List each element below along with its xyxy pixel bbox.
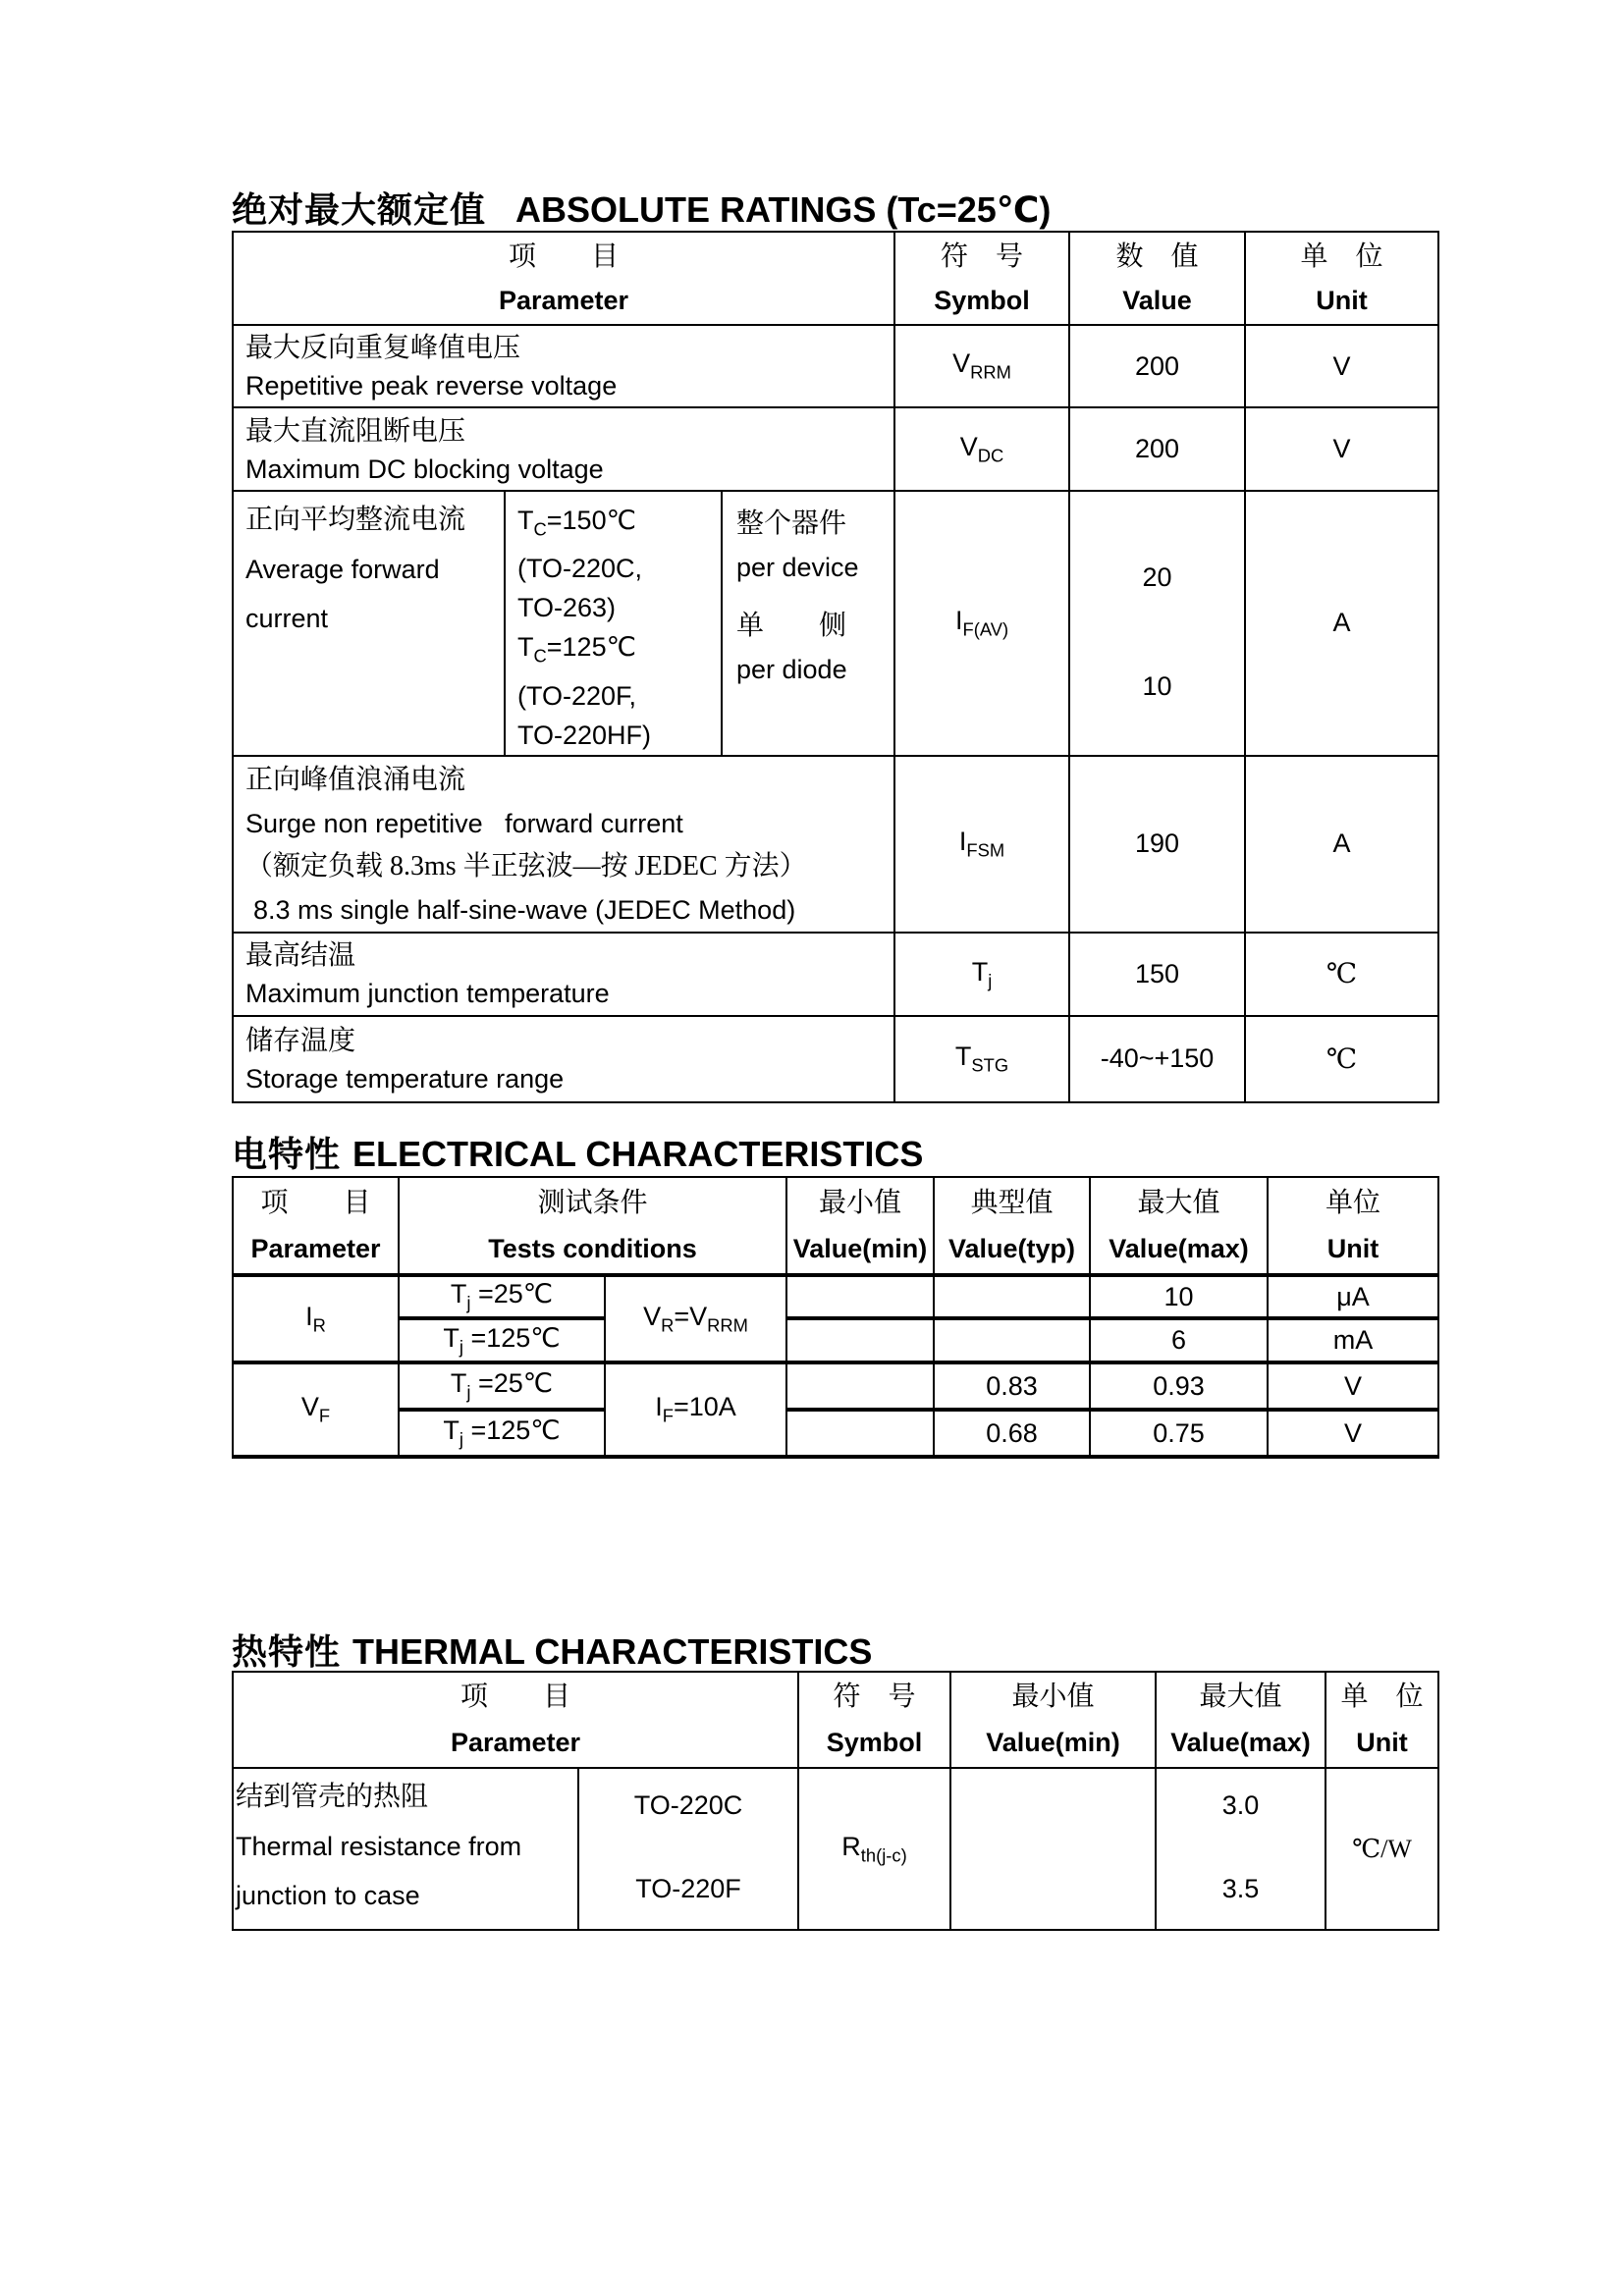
tstg-parameter: 储存温度 Storage temperature range (233, 1016, 894, 1102)
abs-header-value: 数 值 Value (1069, 232, 1245, 325)
vf-125-unit: V (1268, 1410, 1438, 1457)
abs-row-tj (233, 933, 1438, 1016)
vf-125-temp: $T_j$ =125℃ (399, 1410, 605, 1457)
vf-25-temp: $T_j$ =25℃ (399, 1362, 605, 1410)
rth-symbol: $R_{th(j-c)}$ (798, 1768, 950, 1930)
elec-header-unit: 单位 Unit (1268, 1177, 1438, 1275)
abs-header-symbol: 符 号 Symbol (894, 232, 1069, 325)
absolute-ratings-title-condition: (Tc=25℃) (886, 189, 1052, 230)
thermal-header-symbol: 符 号 Symbol (798, 1672, 950, 1768)
thermal-header-parameter: 项 目 Parameter (233, 1672, 798, 1768)
rth-value-max-to220f: 3.5 (1221, 1874, 1260, 1903)
tstg-value: -40~+150 (1069, 1016, 1245, 1102)
thermal-characteristics-title (232, 1625, 872, 1675)
rth-values-max (1156, 1768, 1325, 1930)
abs-row-vdc (233, 407, 1438, 491)
elec-header-parameter: 项 目 Parameter (233, 1177, 399, 1275)
thermal-row-rth (233, 1768, 1438, 1930)
vf-25-unit: V (1268, 1362, 1438, 1410)
elec-header-row (233, 1177, 1438, 1275)
ifsm-parameter: 正向峰值浪涌电流 Surge non repetitive forward current （额定负载 8.3ms 半正弦波—按 JEDEC 方法） 8.3 ms single half-sine-wave (JEDEC Method) (233, 756, 894, 933)
ir-25-value-typ (934, 1275, 1090, 1318)
elec-row-vf-125 (233, 1410, 1438, 1457)
vdc-symbol: $V_{DC}$ (894, 407, 1069, 491)
tstg-unit: ℃ (1245, 1016, 1438, 1102)
ir-test-condition: $V_R=V_{RRM}$ (605, 1275, 786, 1362)
rth-packages (578, 1768, 798, 1930)
elec-row-ir-25 (233, 1275, 1438, 1318)
rth-package-to220c: TO-220C (633, 1790, 743, 1820)
vf-test-condition: $I_F=10A$ (605, 1362, 786, 1457)
tj-symbol: $T_j$ (894, 933, 1069, 1016)
ir-125-value-min (786, 1318, 934, 1362)
ifsm-value: 190 (1069, 756, 1245, 933)
vf-25-value-typ: 0.83 (934, 1362, 1090, 1410)
abs-row-ifsm (233, 756, 1438, 933)
ifav-value-diode: 10 (1142, 670, 1172, 701)
abs-header-row (233, 232, 1438, 325)
electrical-title-zh: 电特性 (232, 1134, 342, 1174)
thermal-header-row (233, 1672, 1438, 1768)
vrrm-value: 200 (1069, 325, 1245, 407)
ifav-scope (722, 491, 894, 756)
rth-unit: ℃/W (1325, 1768, 1438, 1930)
thermal-header-value-min: 最小值 Value(min) (950, 1672, 1156, 1768)
electrical-title-en: ELECTRICAL CHARACTERISTICS (352, 1134, 924, 1174)
vrrm-symbol: $V_{RRM}$ (894, 325, 1069, 407)
absolute-ratings-title-en: ABSOLUTE RATINGS (515, 189, 877, 230)
elec-header-value-max: 最大值 Value(max) (1090, 1177, 1268, 1275)
abs-row-vrrm (233, 325, 1438, 407)
thermal-header-value-max: 最大值 Value(max) (1156, 1672, 1325, 1768)
rth-value-min (950, 1768, 1156, 1930)
vf-125-value-min (786, 1410, 934, 1457)
rth-package-to220f: TO-220F (635, 1874, 741, 1903)
ifav-scope-device: 整个器件 per device (736, 508, 859, 582)
thermal-title-en: THERMAL CHARACTERISTICS (352, 1631, 873, 1672)
ir-125-value-typ (934, 1318, 1090, 1362)
vf-125-value-max: 0.75 (1090, 1410, 1268, 1457)
abs-header-parameter: 项 目 Parameter (233, 232, 894, 325)
vf-125-value-typ: 0.68 (934, 1410, 1090, 1457)
vf-25-value-max: 0.93 (1090, 1362, 1268, 1410)
vdc-value: 200 (1069, 407, 1245, 491)
ifav-values (1069, 491, 1245, 756)
electrical-characteristics-table (232, 1176, 1439, 1459)
absolute-ratings-table (232, 231, 1439, 1103)
ir-25-unit: μA (1268, 1275, 1438, 1318)
vrrm-unit: V (1245, 325, 1438, 407)
ifsm-unit: A (1245, 756, 1438, 933)
vdc-unit: V (1245, 407, 1438, 491)
vf-symbol: $V_F$ (233, 1362, 399, 1457)
absolute-ratings-title-zh: 绝对最大额定值 (232, 189, 487, 230)
ifsm-symbol: $I_{FSM}$ (894, 756, 1069, 933)
tj-unit: ℃ (1245, 933, 1438, 1016)
vf-25-value-min (786, 1362, 934, 1410)
ifav-symbol: $I_{F(AV)}$ (894, 491, 1069, 756)
ifav-conditions: $T_C=150℃$ (TO-220C, TO-263) $T_C=125℃$ (TO-220F, TO-220HF) (505, 491, 722, 756)
abs-row-ifav (233, 491, 1438, 756)
ifav-parameter: 正向平均整流电流 Average forward current (233, 491, 505, 756)
elec-header-conditions: 测试条件 Tests conditions (399, 1177, 786, 1275)
vrrm-parameter: 最大反向重复峰值电压 Repetitive peak reverse voltage (233, 325, 894, 407)
thermal-header-unit: 单 位 Unit (1325, 1672, 1438, 1768)
abs-header-unit: 单 位 Unit (1245, 232, 1438, 325)
elec-row-vf-25 (233, 1362, 1438, 1410)
elec-header-value-typ: 典型值 Value(typ) (934, 1177, 1090, 1275)
tstg-symbol: $T_{STG}$ (894, 1016, 1069, 1102)
rth-parameter: 结到管壳的热阻 Thermal resistance from junction to case (233, 1768, 578, 1930)
ir-25-value-min (786, 1275, 934, 1318)
ir-25-value-max: 10 (1090, 1275, 1268, 1318)
ifav-unit: A (1245, 491, 1438, 756)
ir-125-temp: $T_j$ =125℃ (399, 1318, 605, 1362)
ir-symbol: $I_R$ (233, 1275, 399, 1362)
vdc-parameter: 最大直流阻断电压 Maximum DC blocking voltage (233, 407, 894, 491)
rth-value-max-to220c: 3.0 (1221, 1790, 1260, 1820)
ir-25-temp: $T_j$ =25℃ (399, 1275, 605, 1318)
thermal-title-zh: 热特性 (232, 1631, 342, 1672)
electrical-characteristics-title (232, 1127, 923, 1177)
elec-header-value-min: 最小值 Value(min) (786, 1177, 934, 1275)
tj-parameter: 最高结温 Maximum junction temperature (233, 933, 894, 1016)
elec-row-ir-125 (233, 1318, 1438, 1362)
tj-value: 150 (1069, 933, 1245, 1016)
ir-125-value-max: 6 (1090, 1318, 1268, 1362)
absolute-ratings-title (232, 183, 1051, 233)
ifav-value-device: 20 (1142, 561, 1172, 592)
ir-125-unit: mA (1268, 1318, 1438, 1362)
thermal-characteristics-table (232, 1671, 1439, 1931)
abs-row-tstg (233, 1016, 1438, 1102)
ifav-scope-diode: 单 侧 per diode (736, 611, 847, 684)
